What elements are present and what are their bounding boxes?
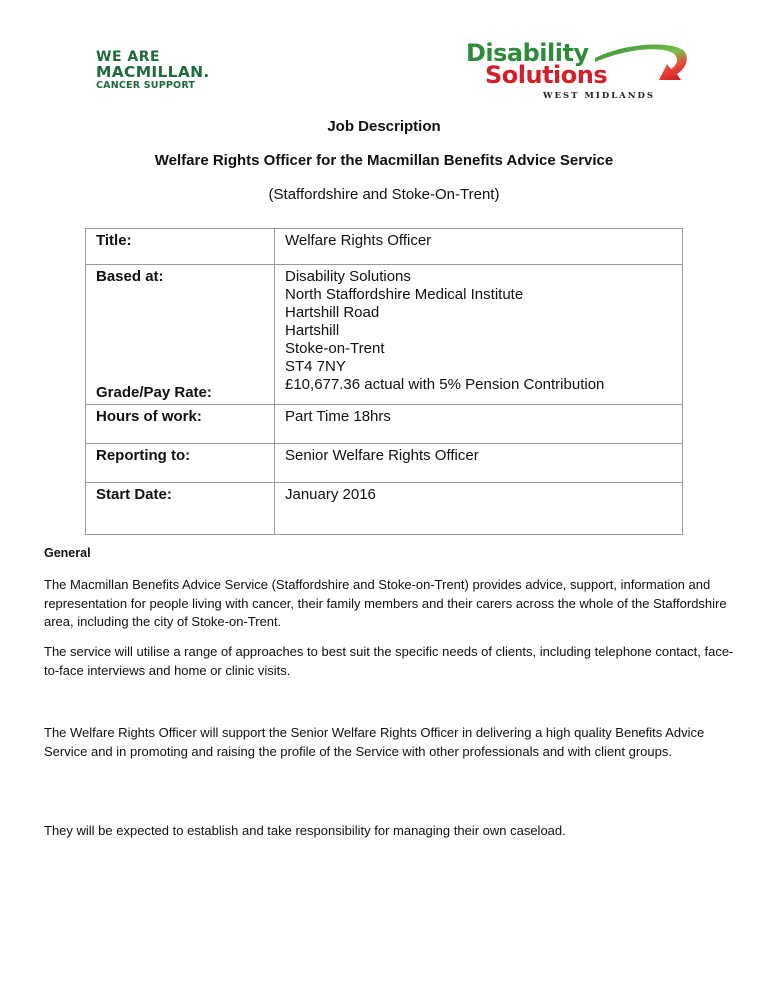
label-reporting: Reporting to: bbox=[86, 444, 275, 483]
address-line: Stoke-on-Trent bbox=[285, 340, 385, 357]
label-start-date: Start Date: bbox=[86, 483, 275, 535]
section-heading-general: General bbox=[44, 546, 91, 560]
paragraph: The Welfare Rights Officer will support the Senior Welfare Rights Officer in delivering a high quality Benefits Advice Service and in promoting and raising the profile of the Service with other professionals and with client groups. bbox=[44, 725, 705, 759]
table-row-based-at bbox=[86, 265, 683, 405]
disability-solutions-logo bbox=[463, 38, 693, 106]
swoosh-arrow-icon bbox=[593, 40, 693, 92]
address-line: Hartshill bbox=[285, 322, 340, 339]
address-line: North Staffordshire Medical Institute bbox=[285, 286, 524, 303]
label-based-at: Based at: bbox=[96, 268, 164, 285]
label-cell-based-grade bbox=[86, 265, 275, 405]
logo-tagline: WEST MIDLANDS bbox=[543, 91, 656, 101]
label-hours: Hours of work: bbox=[86, 405, 275, 444]
macmillan-logo bbox=[96, 50, 266, 92]
document-title: Job Description bbox=[327, 118, 441, 135]
address-line: Disability Solutions bbox=[285, 268, 411, 285]
table-row-reporting bbox=[86, 444, 683, 483]
paragraph: The service will utilise a range of approaches to best suit the specific needs of clients, including telephone contact, face-to-face interviews and home or clinic visits. bbox=[44, 644, 734, 678]
label-title: Title: bbox=[86, 229, 275, 265]
logo-word-disability: Disability bbox=[466, 39, 589, 67]
logo-word-solutions: Solutions bbox=[485, 61, 608, 89]
value-hours: Part Time 18hrs bbox=[275, 405, 683, 444]
label-grade: Grade/Pay Rate: bbox=[96, 384, 212, 401]
document-subtitle: Welfare Rights Officer for the Macmillan Benefits Advice Service bbox=[154, 152, 614, 169]
value-start-date: January 2016 bbox=[275, 483, 683, 535]
table-row-start-date bbox=[86, 483, 683, 535]
table-row-hours bbox=[86, 405, 683, 444]
table-row-title bbox=[86, 229, 683, 265]
value-reporting: Senior Welfare Rights Officer bbox=[275, 444, 683, 483]
document-region: (Staffordshire and Stoke-On-Trent) bbox=[268, 186, 500, 203]
value-grade: £10,677.36 actual with 5% Pension Contribution bbox=[285, 376, 605, 393]
address-line: Hartshill Road bbox=[285, 304, 380, 321]
job-details-table bbox=[85, 228, 683, 535]
macmillan-logo-line1: WE ARE bbox=[96, 49, 161, 65]
macmillan-logo-line2: MACMILLAN. bbox=[96, 63, 210, 81]
paragraph: They will be expected to establish and take responsibility for managing their own caseload. bbox=[44, 823, 566, 838]
macmillan-logo-line3: CANCER SUPPORT bbox=[96, 80, 196, 91]
paragraph: The Macmillan Benefits Advice Service (Staffordshire and Stoke-on-Trent) provides advice, support, information and representation for people living with cancer, their family members and their carers across the whole of the Staffordshire area, including the city of Stoke-on-Trent. bbox=[44, 577, 727, 629]
value-cell-based-grade bbox=[275, 265, 683, 405]
value-title: Welfare Rights Officer bbox=[275, 229, 683, 265]
address-line: ST4 7NY bbox=[285, 358, 346, 375]
